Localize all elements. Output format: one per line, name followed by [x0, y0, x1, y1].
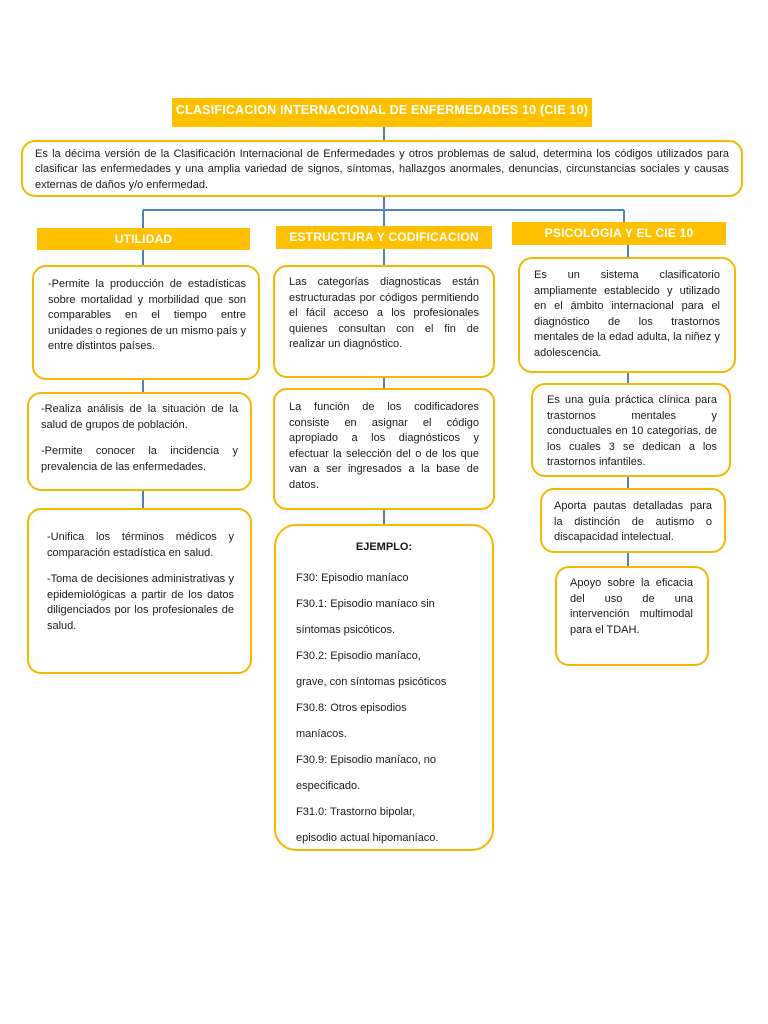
- example-line: F30.8: Otros episodios: [296, 701, 407, 714]
- psicologia-box-2: [531, 383, 731, 477]
- psicologia-text-3: Aporta pautas detalladas para la distinción de autismo o discapacidad intelectual.: [554, 500, 712, 544]
- example-line: especificado.: [296, 779, 361, 792]
- estructura-box-2: [273, 388, 495, 510]
- example-title: EJEMPLO:: [355, 541, 413, 553]
- estructura-example-box: [274, 524, 494, 851]
- utilidad-text-3a: -Unifica los términos médicos y comparación estadística en salud.: [47, 531, 234, 559]
- header-utilidad: UTILIDAD: [37, 228, 250, 250]
- example-line: episodio actual hipomaníaco.: [296, 831, 439, 844]
- example-line: grave, con síntomas psicóticos: [296, 675, 447, 688]
- utilidad-box-1: [32, 265, 260, 380]
- intro-text: Es la décima versión de la Clasificación Internacional de Enfermedades y otros problemas de salud, determina los códigos utilizados para clasificar las enfermedades y una amplia variedad de signos, síntomas, hallazgos anormales, denuncias, circunstancias sociales y causas externas de daños y/o enfermedad.: [35, 148, 729, 191]
- example-line: síntomas psicóticos.: [296, 623, 396, 636]
- header-psicologia: PSICOLOGIA Y EL CIE 10: [512, 222, 726, 245]
- psicologia-box-1: [518, 257, 736, 373]
- psicologia-text-2: Es una guía práctica clínica para trastornos mentales y conductuales en 10 categorías, de los cuales 3 se dedican a los trastornos infantiles.: [547, 394, 717, 469]
- example-line: F30: Episodio maníaco: [296, 571, 409, 584]
- utilidad-text-1: -Permite la producción de estadísticas sobre mortalidad y morbilidad que son comparables en el tiempo entre unidades o regiones de un mismo país y entre distintos países.: [48, 278, 246, 353]
- estructura-text-1: Las categorías diagnosticas están estructuradas por códigos permitiendo el fácil acceso a los profesionales quienes consultan con el fin de realizar un diagnóstico.: [289, 276, 479, 351]
- utilidad-box-2: [27, 392, 252, 491]
- psicologia-box-4: [555, 566, 709, 666]
- psicologia-box-3: [540, 488, 726, 553]
- utilidad-box-3: [27, 508, 252, 674]
- estructura-box-1: [273, 265, 495, 378]
- psicologia-text-1: Es un sistema clasificatorio ampliamente establecido y utilizado en el ámbito internacional para el diagnóstico de los trastornos mentales de la edad adulta, la niñez y adolescencia.: [534, 269, 720, 359]
- example-line: F30.9: Episodio maníaco, no: [296, 753, 437, 766]
- estructura-text-2: La función de los codificadores consiste en asignar el código apropiado a los diagnósticos y efectuar la selección del o de los que van a ser ingresados a la base de datos.: [289, 401, 479, 491]
- utilidad-text-3b: -Toma de decisiones administrativas y epidemiológicas a partir de los datos diligenciados por los profesionales de salud.: [47, 573, 234, 632]
- utilidad-text-2b: -Permite conocer la incidencia y prevalencia de las enfermedades.: [41, 445, 238, 473]
- utilidad-text-2a: -Realiza análisis de la situación de la salud de grupos de población.: [41, 403, 238, 431]
- title-banner: CLASIFICACION INTERNACIONAL DE ENFERMEDADES 10 (CIE 10): [172, 98, 592, 127]
- example-line: F30.1: Episodio maníaco sin: [296, 597, 435, 610]
- example-line: F31.0: Trastorno bipolar,: [296, 805, 416, 818]
- example-line: maníacos.: [296, 727, 347, 740]
- intro-box: [21, 140, 743, 197]
- psicologia-text-4: Apoyo sobre la eficacia del uso de una intervención multimodal para el TDAH.: [570, 577, 693, 636]
- example-line: F30.2: Episodio maníaco,: [296, 649, 421, 662]
- header-estructura: ESTRUCTURA Y CODIFICACION: [276, 226, 492, 249]
